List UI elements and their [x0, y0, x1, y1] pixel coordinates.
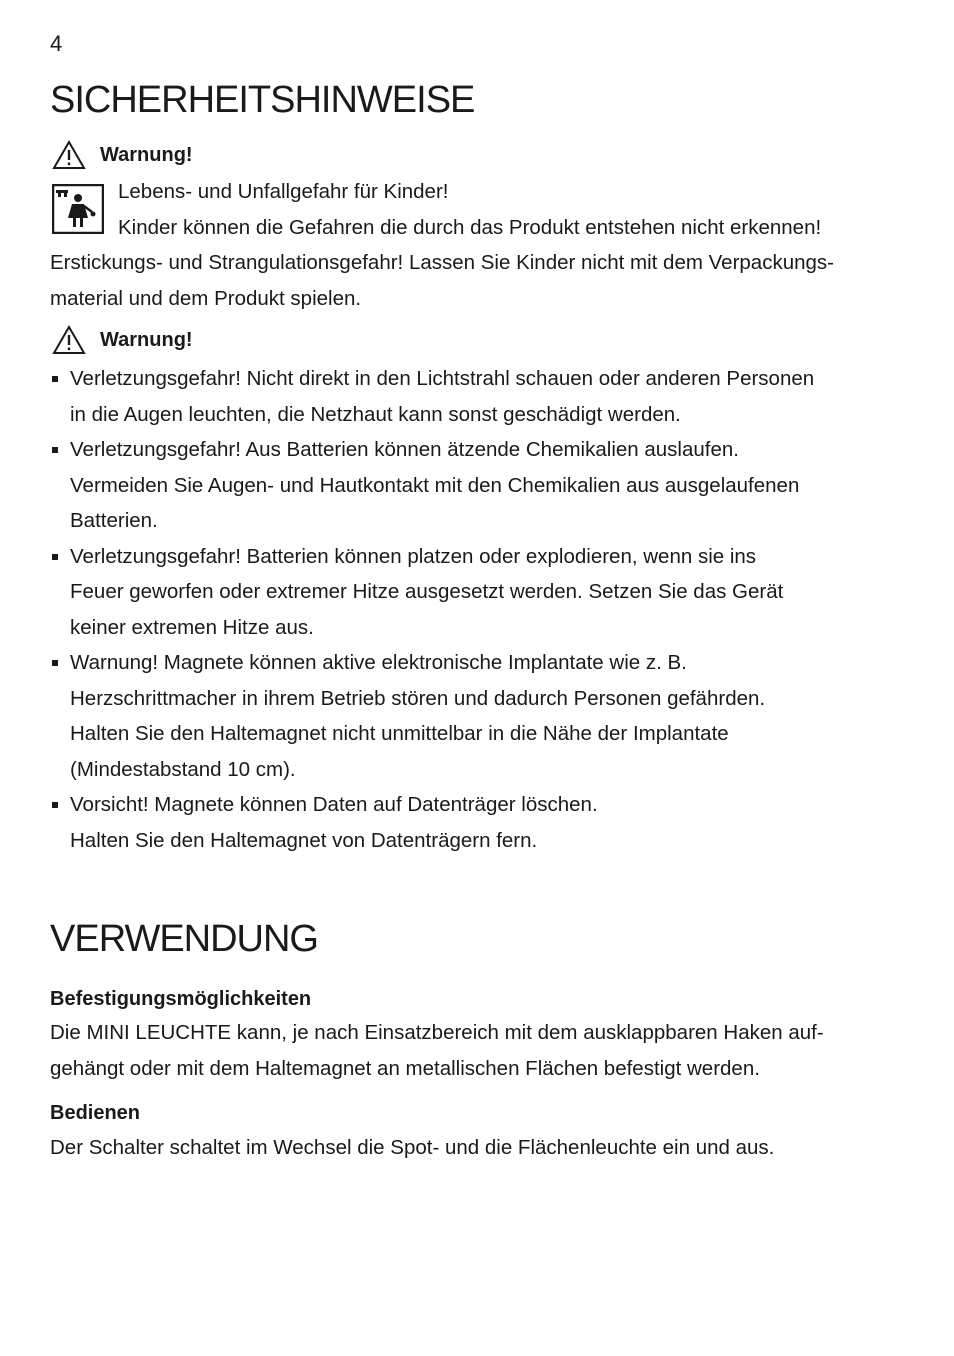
text-line: Halten Sie den Haltemagnet nicht unmittelbar in die Nähe der Implantate: [70, 722, 729, 745]
text-line: in die Augen leuchten, die Netzhaut kann sonst geschädigt werden.: [70, 402, 681, 426]
text-line: Erstickungs- und Strangulationsgefahr! Lassen Sie Kinder nicht mit dem Verpackungs-: [50, 251, 834, 274]
text-line: Die MINI LEUCHTE kann, je nach Einsatzbereich mit dem ausklappbaren Haken auf-: [50, 1021, 824, 1044]
child-hazard-text: [118, 174, 918, 245]
text-line: Feuer geworfen oder extremer Hitze ausgesetzt werden. Setzen Sie das Gerät: [70, 580, 784, 603]
text-line: Kinder können die Gefahren die durch das Produkt entstehen nicht erkennen!: [118, 215, 822, 239]
child-hazard-icon: [52, 184, 104, 234]
text-line: Lebens- und Unfallgefahr für Kinder!: [118, 180, 449, 203]
text-line: (Mindestabstand 10 cm).: [70, 757, 296, 781]
list-item: [50, 361, 910, 432]
list-item: [50, 645, 910, 787]
text-line: Verletzungsgefahr! Batterien können platzen oder explodieren, wenn sie ins: [70, 544, 757, 568]
text-line: keiner extremen Hitze aus.: [70, 615, 314, 639]
text-line: Verletzungsgefahr! Nicht direkt in den Lichtstrahl schauen oder anderen Personen: [70, 367, 815, 390]
warning-triangle-icon: [52, 325, 86, 355]
text-line: Verletzungsgefahr! Aus Batterien können ätzende Chemikalien auslaufen.: [70, 438, 739, 461]
warning-heading: [52, 325, 193, 355]
list-item: [50, 787, 910, 858]
text-line: Batterien.: [70, 509, 158, 532]
suffocation-warning-text: [50, 245, 910, 316]
section-title-safety: SICHERHEITSHINWEISE: [50, 79, 475, 121]
subheading-operating: Bedienen: [50, 1102, 141, 1124]
text-line: Halten Sie den Haltemagnet von Datenträgern fern.: [70, 828, 538, 852]
warning-triangle-icon: [52, 140, 86, 170]
warning-label: Warnung!: [100, 329, 193, 351]
section-title-usage: VERWENDUNG: [50, 918, 318, 960]
text-line: Herzschrittmacher in ihrem Betrieb stören und dadurch Personen gefährden.: [70, 686, 766, 710]
operating-paragraph: [50, 1130, 910, 1166]
page-number: 4: [50, 31, 63, 56]
text-line: Der Schalter schaltet im Wechsel die Spot- und die Flächenleuchte ein und aus.: [50, 1136, 775, 1159]
warning-list: [50, 361, 910, 858]
text-line: Vorsicht! Magnete können Daten auf Datenträger löschen.: [70, 793, 598, 816]
warning-label: Warnung!: [100, 144, 193, 166]
text-line: material und dem Produkt spielen.: [50, 286, 362, 310]
mounting-paragraph: [50, 1015, 910, 1086]
text-line: gehängt oder mit dem Haltemagnet an metallischen Flächen befestigt werden.: [50, 1056, 760, 1080]
warning-heading: [52, 140, 193, 170]
text-line: Warnung! Magnete können aktive elektronische Implantate wie z. B.: [70, 651, 687, 674]
subheading-mounting: Befestigungsmöglichkeiten: [50, 988, 312, 1010]
list-item: [50, 432, 910, 539]
list-item: [50, 539, 910, 646]
text-line: Vermeiden Sie Augen- und Hautkontakt mit den Chemikalien aus ausgelaufenen: [70, 473, 800, 497]
